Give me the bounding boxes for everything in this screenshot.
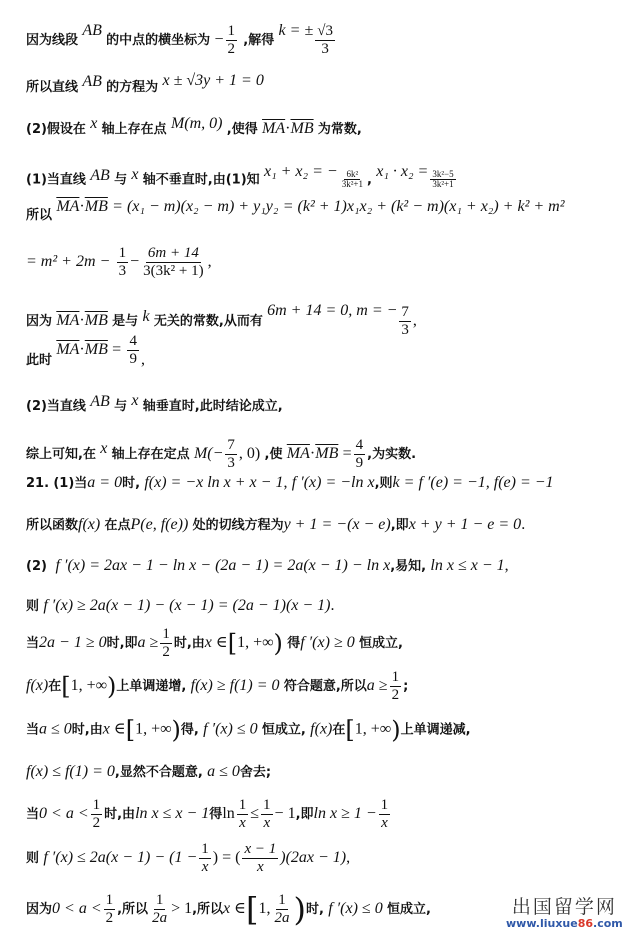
- text: 所以直线: [26, 80, 79, 95]
- math-eq: f ′(x) = 2ax − 1 − ln x − (2a − 1) = 2a(x − 1) − ln x: [55, 557, 391, 574]
- line-4: (1)当直线 AB 与 x 轴不垂直时,由(1)知 x₁ + x₂ = − $\frac{\text{6k²}}{\text{3k²+1}}$ , x₁ · x₂ = $\frac{\text{3k²−5}}{\text{3k²+1}}$: [26, 162, 454, 190]
- text: 综上可知,在: [26, 447, 96, 463]
- line-8: 此时 $\overline{MA}\cdot\overline{MB}$ = $\frac{4}{9}$ ,: [26, 333, 145, 369]
- vector-ma: $\overline{MA}$: [286, 445, 310, 463]
- fraction: $\frac{7}{3}$: [227, 437, 235, 471]
- fraction: $\frac{√3}{3}$: [317, 23, 333, 57]
- text: 是与: [112, 314, 139, 330]
- line-3: (2)假设在 x 轴上存在点 M(m, 0) ,使得 $\overline{MA}\cdot\overline{MB}$ 为常数,: [26, 115, 362, 137]
- math-x: x: [90, 115, 98, 132]
- vector-ma: $\overline{MA}$: [262, 120, 286, 137]
- text: ,解得: [243, 33, 275, 49]
- fraction: $\frac{4}{9}$: [129, 333, 137, 367]
- text: 无关的常数,从而有: [153, 314, 263, 330]
- line-18: f(x) ≤ f(1) = 0,显然不合题意, a ≤ 0舍去;: [26, 763, 272, 780]
- line-1: 因为线段 AB 的中点的横坐标为 − $\frac{1}{2}$ ,解得 k = ± $\frac{√3}{3}$: [26, 22, 333, 57]
- text: 轴不垂直时,由(1)知: [142, 172, 260, 188]
- text: ,使得: [226, 122, 258, 137]
- math-eq: f ′(x) = −ln x: [291, 474, 375, 491]
- line-10: 综上可知,在 x 轴上存在定点 M(− $\frac{7}{3}$ , 0) ,使 $\overline{MA}\cdot\overline{MB}$ = $\frac{4}{9}$ ,为实数.: [26, 437, 417, 471]
- math-ab: AB: [82, 22, 102, 40]
- line-6: = m² + 2m − $\frac{1}{3}$ − $\frac{6m + 14}{\text{3(3k² + 1)}}$ ,: [26, 245, 212, 279]
- fraction: $\frac{7}{3}$: [401, 304, 409, 338]
- fraction: $\frac{6m + 14}{\text{3(3k² + 1)}}$: [143, 245, 204, 279]
- vector-ma: $\overline{MA}$: [56, 198, 80, 215]
- vector-mb: $\overline{MB}$: [315, 445, 339, 463]
- math-ab: AB: [90, 393, 110, 410]
- line-7: 因为 $\overline{MA}\cdot\overline{MB}$ 是与 k 无关的常数,从而有 6m + 14 = 0, m = − $\frac{7}{3}$ ,: [26, 302, 417, 338]
- fraction: $\frac{4}{9}$: [355, 437, 364, 471]
- text: 的方程为: [106, 80, 159, 95]
- line-11: 21. (1)当a = 0时, f(x) = −x ln x + x − 1, f ′(x) = −ln x,则k = f ′(e) = −1, f(e) = −1: [26, 474, 554, 491]
- math-eq: 6m + 14 = 0, m = −: [267, 302, 398, 320]
- line-17: 当a ≤ 0时,由x ∈[1, +∞)得, f ′(x) ≤ 0 恒成立, f(x)在[1, +∞)上单调递减,: [26, 716, 471, 744]
- line-21: 因为0 < a < $\frac{1}{2}$ ,所以 $\frac{1}{2a}$ > 1,所以x ∈[1, $\frac{1}{2a}$ )时, f ′(x) ≤ 0 恒成立,: [26, 890, 431, 929]
- problem-number: 21.: [26, 476, 50, 491]
- text: 所以: [26, 208, 53, 223]
- math-ab: AB: [82, 73, 102, 90]
- math-eq: k = ±: [278, 22, 314, 40]
- text: (2)当直线: [26, 399, 86, 414]
- math-k: k: [142, 308, 150, 326]
- line-14: 则 f ′(x) ≥ 2a(x − 1) − (x − 1) = (2a − 1)(x − 1).: [26, 597, 335, 614]
- math-x: x: [131, 165, 139, 183]
- vector-mb: $\overline{MB}$: [84, 312, 108, 330]
- text: 为常数,: [317, 122, 362, 137]
- vector-ma: $\overline{MA}$: [56, 341, 80, 359]
- math-eq: = (x₁ − m)(x₂ − m) + y₁y₂: [112, 198, 279, 215]
- line-2: [26, 72, 264, 95]
- line-20: 则 f ′(x) ≤ 2a(x − 1) − (1 − $\frac{1}{x}$ ) = ( $\frac{x - 1}{x}$ )(2ax − 1),: [26, 841, 351, 875]
- math-point: M(−: [193, 445, 224, 463]
- line-12: 所以函数f(x) 在点P(e, f(e)) 处的切线方程为y + 1 = −(x − e),即x + y + 1 − e = 0.: [26, 516, 526, 533]
- text: 的中点的横坐标为: [106, 33, 211, 49]
- line-13: (2) f ′(x) = 2ax − 1 − ln x − (2a − 1) = 2a(x − 1) − ln x,易知, ln x ≤ x − 1,: [26, 557, 509, 574]
- fraction: $\frac{1}{2}$: [227, 23, 235, 57]
- math-eq: = m² + 2m −: [26, 253, 111, 271]
- fraction: $\frac{1}{2}$: [391, 669, 400, 703]
- math-sum: x₁ + x₂ = −: [263, 162, 338, 180]
- text: (2)假设在: [26, 122, 86, 137]
- watermark: [506, 898, 623, 930]
- text: 轴上存在定点: [111, 447, 190, 463]
- math-x: x: [100, 440, 108, 458]
- text: 与: [114, 172, 128, 188]
- fraction: $\frac{\text{3k²−5}}{\text{3k²+1}}$: [432, 169, 454, 190]
- text: 轴垂直时,此时结论成立,: [142, 399, 283, 414]
- text: 此时: [26, 353, 53, 369]
- text: (1)当直线: [26, 172, 86, 188]
- math-ab: AB: [90, 166, 110, 184]
- watermark-url: www.liuxue86.com: [506, 917, 623, 930]
- math-eq: f(x) = −x ln x + x − 1: [144, 474, 284, 491]
- line-15: 当2a − 1 ≥ 0时,即a ≥ $\frac{1}{2}$ 时,由x ∈[1, +∞) 得f ′(x) ≥ 0 恒成立,: [26, 626, 403, 660]
- math-eq: ln x ≤ x − 1: [430, 557, 505, 574]
- text: 轴上存在点: [101, 122, 167, 137]
- line-5: 所以 $\overline{MA}\cdot\overline{MB} = (x_1 - m)(x_2 - m) + y_1y_2 = (k^2 + 1)x_1x_2 + (k^2 - m)(x_1 + x_2) + k^2 + m^2$: [26, 198, 565, 223]
- text: 因为线段: [26, 33, 79, 49]
- vector-mb: $\overline{MB}$: [290, 120, 314, 137]
- fraction: $\frac{1}{3}$: [118, 245, 127, 279]
- math-eq: x ± √3y + 1 = 0: [162, 72, 264, 89]
- line-16: f(x)在[1, +∞)上单调递增, f(x) ≥ f(1) = 0 符合题意,所以a ≥ $\frac{1}{2}$ ;: [26, 669, 409, 703]
- text: (1)当: [53, 476, 88, 491]
- vector-mb: $\overline{MB}$: [84, 198, 108, 215]
- line-9: [26, 392, 283, 414]
- vector-mb: $\overline{MB}$: [84, 341, 108, 359]
- math-eq: = (k² + 1)x₁x₂ + (k² − m)(x₁ + x₂) + k² + m²: [282, 198, 565, 215]
- fraction: $\frac{\text{6k²}}{\text{3k²+1}}$: [341, 169, 363, 190]
- math-product: x₁ · x₂ =: [376, 162, 429, 180]
- text: 与: [114, 399, 128, 414]
- vector-ma: $\overline{MA}$: [56, 312, 80, 330]
- text: 因为: [26, 314, 53, 330]
- text: ,使: [264, 447, 283, 463]
- math-eq: k = f ′(e) = −1, f(e) = −1: [392, 474, 554, 491]
- math-x: x: [131, 392, 139, 409]
- math-point: M(m, 0): [170, 115, 223, 132]
- line-19: 当0 < a < $\frac{1}{2}$ 时,由ln x ≤ x − 1得ln $\frac{1}{x}$ ≤ $\frac{1}{x}$ − 1,即ln x ≥ 1 − $\frac{1}{x}$: [26, 797, 389, 831]
- watermark-site-name: 出国留学网: [511, 896, 617, 918]
- fraction: $\frac{1}{2}$: [162, 626, 170, 660]
- math-eq: f ′(x) ≥ 2a(x − 1) − (x − 1) = (2a − 1)(x − 1): [43, 597, 331, 614]
